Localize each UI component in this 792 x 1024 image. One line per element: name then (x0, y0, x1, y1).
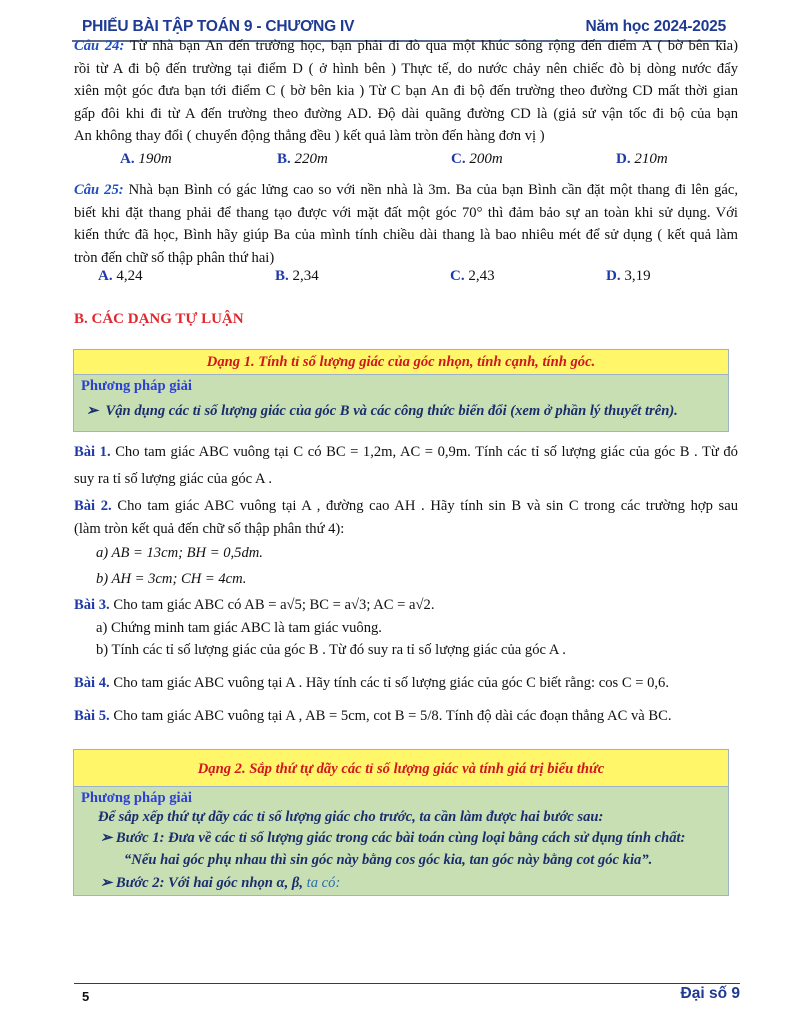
text-line: Cho tam giác ABC vuông tại A , AB = 5cm, cot B = 5/8. Tính độ dài các đoạn thẳng AC và BC. (113, 708, 672, 724)
option-d[interactable]: D. 210m (616, 151, 668, 167)
exercise-label: Bài 4. (74, 675, 110, 691)
exercise-3 (74, 594, 738, 662)
section-heading: B. CÁC DẠNG TỰ LUẬN (74, 311, 244, 327)
method-label: Phương pháp giải (81, 378, 192, 394)
text-line: xiên một góc đưa bạn tới điểm C ( bờ bên kia ) Từ C bạn An đi bộ đến trường theo đường CD mất thời gian (74, 83, 738, 99)
page-number: 5 (82, 989, 90, 1004)
footer-subject: Đại số 9 (680, 985, 740, 1002)
question-25 (74, 179, 738, 269)
exercise-2 (74, 495, 738, 590)
header-title: PHIẾU BÀI TẬP TOÁN 9 - CHƯƠNG IV (82, 18, 355, 35)
text-line: Từ nhà bạn An đến trường học, bạn phải đi đò qua một khúc sông rộng đến điểm A ( bờ bên kia) (129, 38, 739, 54)
part-a: a) Chứng minh tam giác ABC là tam giác vuông. (96, 619, 382, 636)
part-b: b) AH = 3cm; CH = 4cm. (96, 570, 247, 587)
option-c[interactable]: C. 2,43 (450, 268, 495, 284)
text-line: Cho tam giác ABC vuông tại C có BC = 1,2m, AC = 0,9m. Tính các tỉ số lượng giác của góc B . Từ đó (115, 444, 738, 460)
question-24-options (74, 151, 738, 173)
dang-2-title: Dạng 2. Sắp thứ tự dãy các tỉ số lượng giác và tính giá trị biểu thức (74, 750, 728, 787)
text-line: tròn đến chữ số thập phân thứ hai) (74, 249, 275, 266)
option-b[interactable]: B. 2,34 (275, 268, 319, 284)
text-line: An không thay đổi ( chuyển động thẳng đều ) kết quả làm tròn đến hàng đơn vị ) (74, 128, 545, 144)
text-line: Cho tam giác ABC vuông tại A , đường cao AH . Hãy tính sin B và sin C trong các trường hợp sau (117, 498, 739, 514)
question-25-options (74, 268, 738, 290)
option-d[interactable]: D. 3,19 (606, 268, 651, 284)
text-line: Nhà bạn Bình có gác lửng cao so với nền nhà là 3m. Ba của bạn Bình cần đặt một thang đi lên gác, (128, 182, 738, 198)
method-label: Phương pháp giải (81, 790, 192, 806)
exercise-label: Bài 5. (74, 708, 110, 724)
option-a[interactable]: A. 4,24 (98, 268, 143, 284)
method-intro: Để sắp xếp thứ tự dãy các tỉ số lượng giác cho trước, ta cần làm được hai bước sau: (98, 809, 604, 825)
footer-divider (74, 983, 740, 984)
option-a[interactable]: A. 190m (120, 151, 172, 167)
question-label: Câu 24: (74, 38, 125, 54)
step-1: ➢ Bước 1: Đưa về các tỉ số lượng giác trong các bài toán cùng loại bằng cách sử dụng tính chất: (100, 830, 686, 846)
text-line: suy ra tỉ số lượng giác của góc A . (74, 470, 273, 487)
text-line: kiến thức đã học, Bình hãy giúp Ba của mình tính chiều dài thang là bao nhiêu mét để sử dụng ( kết quả làm (74, 227, 738, 243)
exercise-5 (74, 705, 738, 728)
text-line: (làm tròn kết quả đến chữ số thập phân thứ 4): (74, 520, 345, 537)
part-b: b) Tính các tỉ số lượng giác của góc B . Từ đó suy ra tỉ số lượng giác của góc A . (96, 642, 566, 658)
text-line: Cho tam giác ABC có AB = a√5; BC = a√3; AC = a√2. (113, 597, 435, 613)
exercise-1 (74, 441, 738, 490)
text-line: rồi từ A đi bộ đến trường tại điểm D ( ở hình bên ) Thực tế, do nước chảy nên chiếc đò bị dòng nước đẩy (74, 60, 738, 77)
exercise-label: Bài 3. (74, 597, 110, 613)
option-c[interactable]: C. 200m (451, 151, 503, 167)
arrow-bullet-icon: ➢ (86, 403, 99, 419)
text-line: biết khi đặt thang phải để thang tạo được với mặt đất một góc 70° thì đảm bảo sự an toàn khi sử dụng. Với (74, 204, 738, 221)
method-bullet: ➢ Vận dụng các tỉ số lượng giác của góc B và các công thức biến đổi (xem ở phần lý thuyết trên). (86, 403, 678, 419)
option-b[interactable]: B. 220m (277, 151, 328, 167)
dang-2-box (73, 749, 729, 896)
header-year: Năm học 2024-2025 (585, 18, 726, 35)
step-1-quote: “Nếu hai góc phụ nhau thì sin góc này bằng cos góc kia, tan góc này bằng cot góc kia”. (124, 852, 653, 868)
text-line: gấp đôi khi đi từ A đến trường theo đường AD. Độ dài quãng đường CD là (giả sử vận tốc đi bộ của bạn (74, 105, 738, 122)
text-line: Cho tam giác ABC vuông tại A . Hãy tính các tỉ số lượng giác của góc C biết rằng: cos C = 0,6. (113, 675, 669, 691)
exercise-label: Bài 2. (74, 498, 112, 514)
dang-1-box (73, 349, 729, 432)
question-label: Câu 25: (74, 182, 124, 198)
page-header (82, 18, 726, 36)
dang-1-title: Dạng 1. Tính tỉ số lượng giác của góc nhọn, tính cạnh, tính góc. (74, 350, 728, 375)
question-24 (74, 35, 738, 148)
exercise-label: Bài 1. (74, 444, 111, 460)
exercise-4 (74, 672, 738, 695)
part-a: a) AB = 13cm; BH = 0,5dm. (96, 545, 263, 561)
step-2: ➢ Bước 2: Với hai góc nhọn α, β, ta có: (100, 875, 341, 891)
